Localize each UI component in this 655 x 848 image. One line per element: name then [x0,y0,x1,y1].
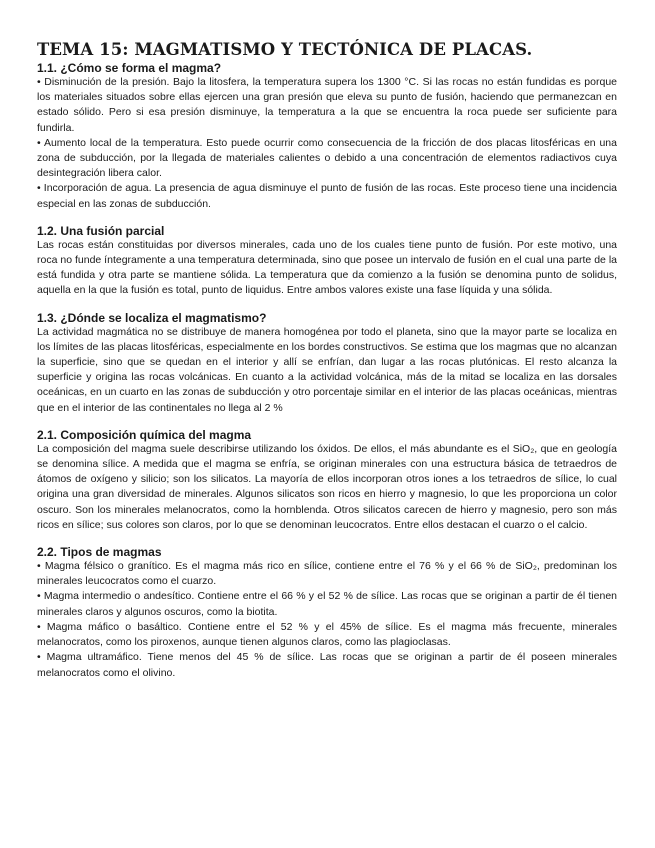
section-composition [37,428,617,533]
section-formation [37,61,617,212]
section-heading: 2.2. Tipos de magmas [37,545,162,560]
paragraph: • Magma intermedio o andesítico. Contiene entre el 66 % y el 52 % de sílice. Las rocas que se originan a partir de él tienen minerales claros y algunos oscuros, como la biotita. [37,590,617,618]
section-location [37,311,617,416]
section-heading: 1.1. ¿Cómo se forma el magma? [37,61,222,75]
paragraph: • Disminución de la presión. Bajo la litosfera, la temperatura supera los 1300 °C. Si las rocas no están fundidas es porque los materiales situados sobre ellas ejercen una gran presión que eleva su punto de fusión, haciendo que permanezcan en estado sólido. Pero si esa presión disminuye, la temperatura a la que se encuentra la roca puede ser suficiente para fundirla. [37,76,617,134]
paragraph: • Magma félsico o granítico. Es el magma más rico en sílice, contiene entre el 76 % y el 66 % de SiO₂, predominan los minerales leucocratos como el cuarzo. [37,560,617,588]
paragraph: Las rocas están constituidas por diversos minerales, cada uno de los cuales tiene punto de fusión. Por este motivo, una roca no funde íntegramente a una temperatura determinada, sino que posee un intervalo de fusión en el cual una parte de la está fundida y otra parte se mantiene sólida. La temperatura que da comienzo a la fusión se denomina punto de solidus, aquella en la que la fusión es total, punto de liquidus. Entre ambos valores existe una fase líquida y una sólida. [37,238,617,297]
section-heading: 2.1. Composición química del magma [37,427,252,442]
page-title: TEMA 15: MAGMATISMO Y TECTÓNICA DE PLACAS. [37,40,533,59]
paragraph: • Incorporación de agua. La presencia de agua disminuye el punto de fusión de las rocas. Este proceso tiene una incidencia especial en las zonas de subducción. [37,182,617,210]
section-partial-fusion [37,224,617,299]
section-heading: 1.2. Una fusión parcial [37,223,165,238]
section-heading: 1.3. ¿Dónde se localiza el magmatismo? [37,310,267,325]
section-magma-types [37,545,617,681]
paragraph: • Magma ultramáfico. Tiene menos del 45 % de sílice. Las rocas que se originan a partir de él poseen minerales melanocratos como el olivino. [37,651,617,679]
paragraph: • Aumento local de la temperatura. Esto puede ocurrir como consecuencia de la fricción de dos placas litosféricas en una zona de subducción, por la llegada de materiales calientes o debido a una concentración de elementos radiactivos cuya desintegración libera calor. [37,136,617,180]
document-page [37,40,617,693]
paragraph: La actividad magmática no se distribuye de manera homogénea por todo el planeta, sino que la mayor parte se localiza en los límites de las placas litosféricas, especialmente en los bordes constructivos. Se estima que los magmas que no alcanzan la superficie, sino que se quedan en el interior y allí se enfrían, dan lugar a las rocas plutónicas. El resto alcanza la superficie y origina las rocas volcánicas. En cuanto a la actividad volcánica, más de la mitad se localiza en las dorsales oceánicas, en un cuarto en las zonas de subducción y otro porcentaje similar en el interior de las placas oceánicas, mientras que en el interior de las continentales no llega al 2 % [37,325,617,414]
paragraph: La composición del magma suele describirse utilizando los óxidos. De ellos, el más abundante es el SiO₂, que en geología se denomina sílice. A medida que el magma se enfría, se originan minerales con una estructura básica de tetraedros de átomos de oxígeno y silicio; son los silicatos. La mayoría de ellos incorporan otros iones a los tetraedros de sílice, lo cual origina una gran diversidad de minerales. Algunos silicatos son ricos en hierro y magnesio, lo que les proporciona un color oscuro. Son los minerales melanocratos, como la hornblenda. Otros silicatos carecen de hierro y magnesio, pero son más ricos en sílice; sus colores son claros, por lo que se denominan leucocratos. Entre ellos destacan el cuarzo o el calcio. [37,442,617,531]
paragraph: • Magma máfico o basáltico. Contiene entre el 52 % y el 45% de sílice. Es el magma más frecuente, minerales melanocratos, como los piroxenos, aunque tienen algunos claros, como las plagioclasas. [37,620,617,649]
